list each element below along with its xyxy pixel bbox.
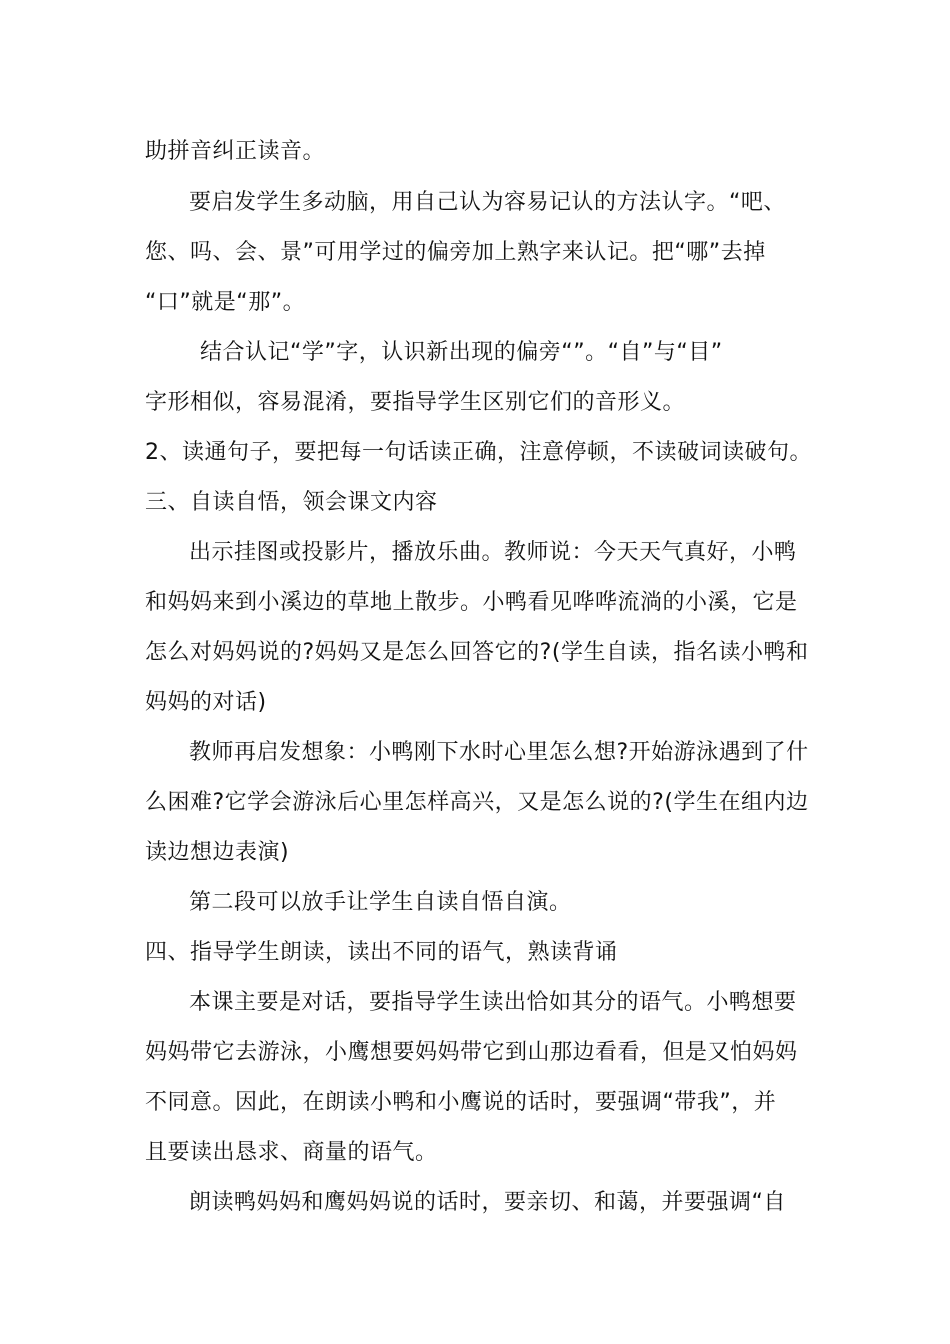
text-line: 和妈妈来到小溪边的草地上散步。小鸭看见哗哗流淌的小溪，它是 bbox=[145, 590, 798, 615]
text-line: 2、读通句子，要把每一句话读正确，注意停顿，不读破词读破句。 bbox=[145, 440, 812, 465]
text-line: 朗读鸭妈妈和鹰妈妈说的话时，要亲切、和蔼，并要强调“自 bbox=[189, 1190, 786, 1215]
text-line: 且要读出恳求、商量的语气。 bbox=[145, 1140, 438, 1165]
text-line: 妈妈的对话) bbox=[145, 690, 267, 715]
text-line: 妈妈带它去游泳，小鹰想要妈妈带它到山那边看看，但是又怕妈妈 bbox=[145, 1040, 798, 1065]
text-line: 结合认记“学”字，认识新出现的偏旁“”。“自”与“目” bbox=[200, 340, 723, 365]
text-line: 要启发学生多动脑，用自己认为容易记认的方法认字。“吧、 bbox=[189, 190, 786, 215]
section-heading: 四、指导学生朗读，读出不同的语气，熟读背诵 bbox=[145, 940, 618, 965]
text-line: 您、吗、会、景”可用学过的偏旁加上熟字来认记。把“哪”去掉 bbox=[145, 240, 766, 265]
text-line: 助拼音纠正读音。 bbox=[145, 139, 326, 164]
text-line: 第二段可以放手让学生自读自悟自演。 bbox=[189, 890, 572, 915]
text-line: 读边想边表演) bbox=[145, 840, 290, 865]
text-line: 不同意。因此，在朗读小鸭和小鹰说的话时，要强调“带我”，并 bbox=[145, 1090, 777, 1115]
text-line: 字形相似，容易混淆，要指导学生区别它们的音形义。 bbox=[145, 390, 686, 415]
text-line: “口”就是“那”。 bbox=[145, 290, 306, 315]
text-line: 怎么对妈妈说的?妈妈又是怎么回答它的?(学生自读，指名读小鸭和 bbox=[145, 640, 809, 665]
text-line: 教师再启发想象：小鸭刚下水时心里怎么想?开始游泳遇到了什 bbox=[189, 740, 809, 765]
text-line: 本课主要是对话，要指导学生读出恰如其分的语气。小鸭想要 bbox=[189, 990, 797, 1015]
section-heading: 三、自读自悟，领会课文内容 bbox=[145, 490, 438, 515]
text-line: 么困难?它学会游泳后心里怎样高兴，又是怎么说的?(学生在组内边 bbox=[145, 790, 809, 815]
text-line: 出示挂图或投影片，播放乐曲。教师说：今天天气真好，小鸭 bbox=[189, 540, 797, 565]
